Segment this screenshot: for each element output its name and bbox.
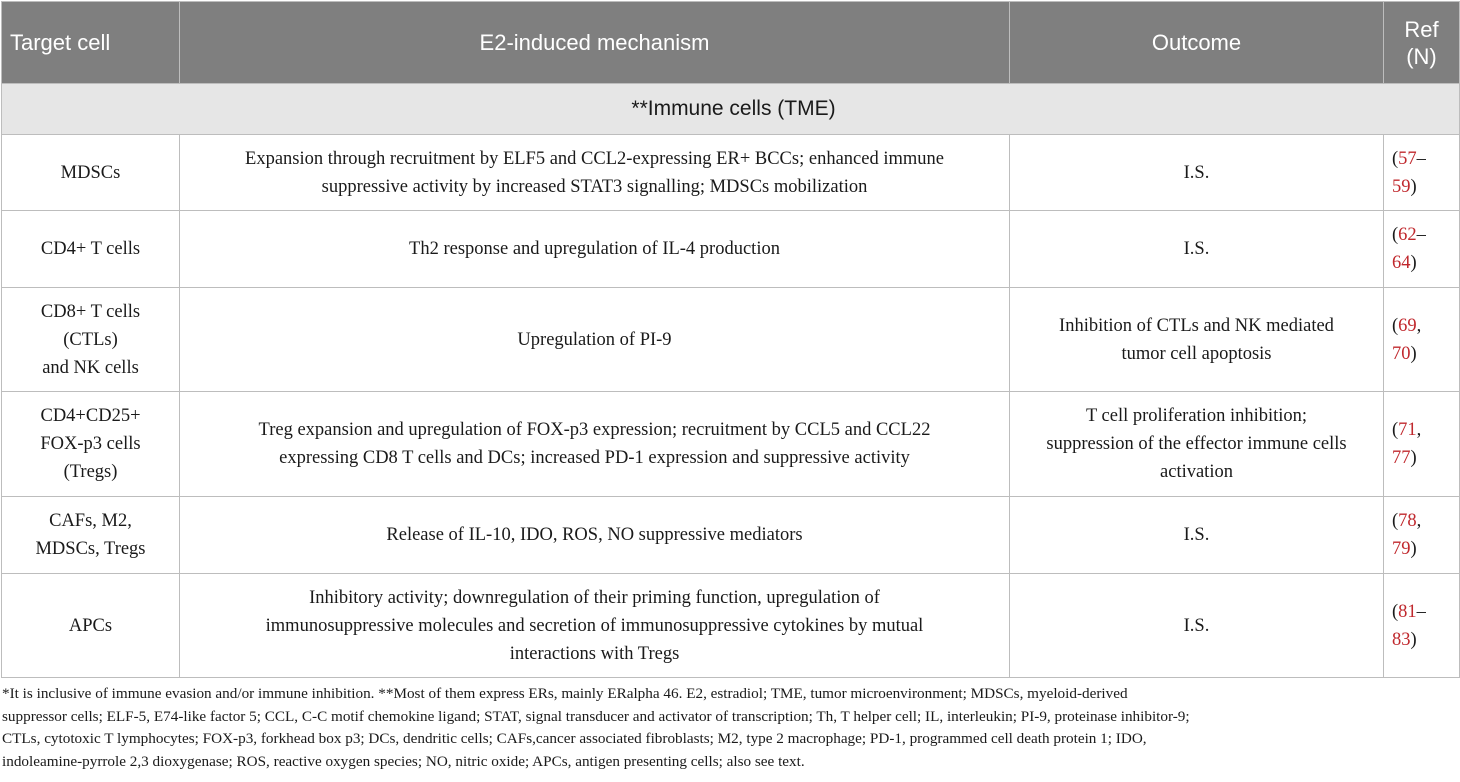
cell-target: APCs xyxy=(2,574,180,678)
cell-target: MDSCs xyxy=(2,135,180,211)
cell-outcome: Inhibition of CTLs and NK mediated tumor cell apoptosis xyxy=(1010,288,1384,392)
footnote-line: indoleamine-pyrrole 2,3 dioxygenase; ROS, reactive oxygen species; NO, nitric oxide; APCs, antigen presenting cells; also see text. xyxy=(2,752,805,770)
header-row xyxy=(2,2,1460,84)
estrogen-immune-table xyxy=(1,1,1460,678)
cell-outcome: T cell proliferation inhibition; suppression of the effector immune cells activation xyxy=(1010,392,1384,497)
table-row xyxy=(2,392,1460,497)
ref-link[interactable]: 78 xyxy=(1398,511,1417,531)
cell-outcome: I.S. xyxy=(1010,135,1384,211)
cell-mechanism: Th2 response and upregulation of IL-4 production xyxy=(180,211,1010,288)
ref-link[interactable]: 64 xyxy=(1392,253,1411,273)
ref-link[interactable]: 71 xyxy=(1398,420,1417,440)
cell-mechanism: Upregulation of PI-9 xyxy=(180,288,1010,392)
ref-link[interactable]: 70 xyxy=(1392,343,1411,364)
cell-ref: (57– 59) xyxy=(1384,135,1460,211)
table-row xyxy=(2,497,1460,574)
cell-outcome: I.S. xyxy=(1010,497,1384,574)
footnote-line: CTLs, cytotoxic T lymphocytes; FOX-p3, forkhead box p3; DCs, dendritic cells; CAFs,cancer associated fibroblasts; M2, type 2 macrophage; PD-1, programmed cell death protein 1; IDO, xyxy=(2,730,1147,747)
cell-mechanism: Expansion through recruitment by ELF5 and CCL2-expressing ER+ BCCs; enhanced immune suppressive activity by increased STAT3 signalling; MDSCs mobilization xyxy=(180,135,1010,211)
cell-ref: (62– 64) xyxy=(1384,211,1460,288)
cell-mechanism: Inhibitory activity; downregulation of their priming function, upregulation of immunosuppressive molecules and secretion of immunosuppressive cytokines by mutual interactions with Tregs xyxy=(180,574,1010,678)
section-row xyxy=(2,84,1460,135)
header-mechanism: E2-induced mechanism xyxy=(180,2,1010,84)
header-ref-line2: (N) xyxy=(1406,43,1437,69)
table-row xyxy=(2,288,1460,392)
header-target-cell: Target cell xyxy=(2,2,180,84)
table-row xyxy=(2,574,1460,678)
section-label: **Immune cells (TME) xyxy=(2,84,1460,135)
cell-outcome: I.S. xyxy=(1010,574,1384,678)
ref-link[interactable]: 59 xyxy=(1392,176,1411,197)
cell-mechanism: Release of IL-10, IDO, ROS, NO suppressive mediators xyxy=(180,497,1010,574)
ref-link[interactable]: 57 xyxy=(1398,148,1417,169)
cell-ref: (78, 79) xyxy=(1384,497,1460,574)
footnote-line: *It is inclusive of immune evasion and/or immune inhibition. **Most of them express ERs, mainly ERalpha 46. E2, estradiol; TME, tumor microenvironment; MDSCs, myeloid-derived xyxy=(2,685,1128,702)
header-outcome: Outcome xyxy=(1010,2,1384,84)
table-footnote xyxy=(2,683,1458,773)
ref-link[interactable]: 62 xyxy=(1398,225,1417,245)
cell-mechanism: Treg expansion and upregulation of FOX-p3 expression; recruitment by CCL5 and CCL22 expressing CD8 T cells and DCs; increased PD-1 expression and suppressive activity xyxy=(180,392,1010,497)
table-row xyxy=(2,211,1460,288)
ref-link[interactable]: 69 xyxy=(1398,315,1417,336)
cell-ref: (69, 70) xyxy=(1384,288,1460,392)
table-row xyxy=(2,135,1460,211)
footnote-line: suppressor cells; ELF-5, E74-like factor 5; CCL, C-C motif chemokine ligand; STAT, signal transducer and activator of transcription; Th, T helper cell; IL, interleukin; PI-9, proteinase inhibitor-9; xyxy=(2,707,1190,725)
cell-target: CAFs, M2, MDSCs, Tregs xyxy=(2,497,180,574)
header-ref xyxy=(1384,2,1460,84)
header-ref-line1: Ref xyxy=(1404,16,1439,42)
ref-link[interactable]: 83 xyxy=(1392,629,1411,650)
cell-target: CD8+ T cells (CTLs) and NK cells xyxy=(2,288,180,392)
ref-link[interactable]: 81 xyxy=(1398,601,1417,622)
cell-ref: (81– 83) xyxy=(1384,574,1460,678)
cell-target: CD4+ T cells xyxy=(2,211,180,288)
cell-target: CD4+CD25+ FOX-p3 cells (Tregs) xyxy=(2,392,180,497)
ref-link[interactable]: 77 xyxy=(1392,448,1411,468)
cell-ref: (71, 77) xyxy=(1384,392,1460,497)
cell-outcome: I.S. xyxy=(1010,211,1384,288)
ref-link[interactable]: 79 xyxy=(1392,539,1411,559)
